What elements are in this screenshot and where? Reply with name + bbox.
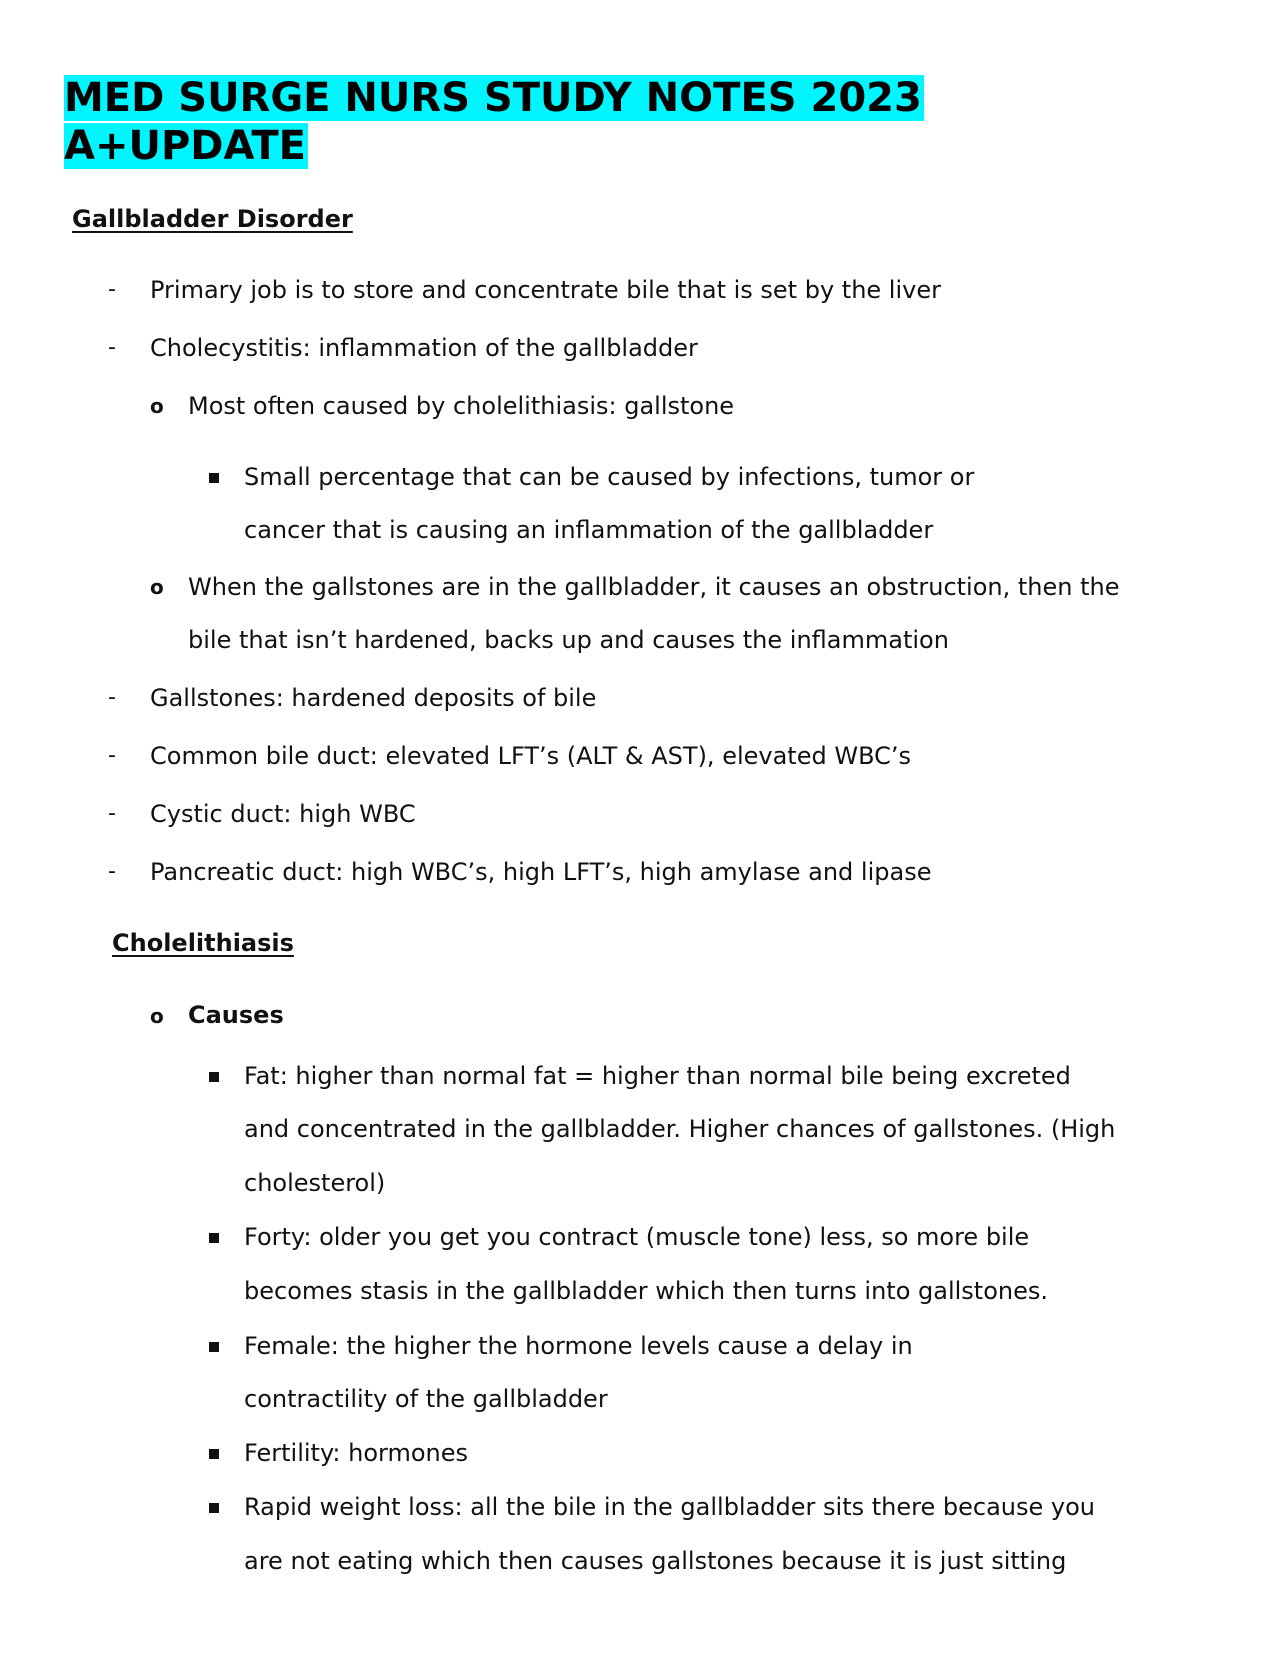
list-item: Fat: higher than normal fat = higher than normal bile being excreted bbox=[244, 1062, 1071, 1090]
square-bullet bbox=[209, 473, 219, 483]
circle-bullet: o bbox=[150, 1004, 164, 1028]
document-title bbox=[64, 74, 1164, 170]
dash-bullet: - bbox=[108, 277, 116, 302]
list-item: Forty: older you get you contract (muscle tone) less, so more bile bbox=[244, 1223, 1030, 1251]
list-item: Common bile duct: elevated LFT’s (ALT & AST), elevated WBC’s bbox=[150, 742, 912, 770]
list-item-continuation: and concentrated in the gallbladder. Higher chances of gallstones. (High bbox=[244, 1115, 1116, 1143]
square-bullet bbox=[209, 1503, 219, 1513]
list-item-continuation: are not eating which then causes gallstones because it is just sitting bbox=[244, 1547, 1067, 1575]
dash-bullet: - bbox=[108, 801, 116, 826]
list-item: Rapid weight loss: all the bile in the gallbladder sits there because you bbox=[244, 1493, 1095, 1521]
list-item: Most often caused by cholelithiasis: gallstone bbox=[188, 392, 735, 420]
square-bullet bbox=[209, 1072, 219, 1082]
circle-bullet: o bbox=[150, 575, 164, 599]
list-item: Female: the higher the hormone levels cause a delay in bbox=[244, 1332, 913, 1360]
list-item: Primary job is to store and concentrate bile that is set by the liver bbox=[150, 276, 941, 304]
section-heading-cholelithiasis: Cholelithiasis bbox=[112, 929, 294, 957]
dash-bullet: - bbox=[108, 335, 116, 360]
dash-bullet: - bbox=[108, 743, 116, 768]
section-heading-gallbladder-disorder: Gallbladder Disorder bbox=[72, 205, 353, 233]
list-item: Pancreatic duct: high WBC’s, high LFT’s, high amylase and lipase bbox=[150, 858, 932, 886]
list-item-continuation: cancer that is causing an inflammation of the gallbladder bbox=[244, 516, 934, 544]
list-item-continuation: contractility of the gallbladder bbox=[244, 1385, 608, 1413]
square-bullet bbox=[209, 1342, 219, 1352]
list-item: Gallstones: hardened deposits of bile bbox=[150, 684, 597, 712]
square-bullet bbox=[209, 1449, 219, 1459]
list-item: Cystic duct: high WBC bbox=[150, 800, 416, 828]
list-item: Cholecystitis: inflammation of the gallbladder bbox=[150, 334, 698, 362]
list-item: Fertility: hormones bbox=[244, 1439, 469, 1467]
list-item: When the gallstones are in the gallbladder, it causes an obstruction, then the bbox=[188, 573, 1120, 601]
list-item: Small percentage that can be caused by infections, tumor or bbox=[244, 463, 975, 491]
dash-bullet: - bbox=[108, 859, 116, 884]
list-item-continuation: cholesterol) bbox=[244, 1169, 386, 1197]
dash-bullet: - bbox=[108, 685, 116, 710]
circle-bullet: o bbox=[150, 394, 164, 418]
list-item-continuation: bile that isn’t hardened, backs up and causes the inflammation bbox=[188, 626, 949, 654]
title-line-2: A+UPDATE bbox=[64, 123, 306, 169]
list-item-continuation: becomes stasis in the gallbladder which then turns into gallstones. bbox=[244, 1277, 1048, 1305]
subheading-causes: Causes bbox=[188, 1001, 284, 1029]
title-line-1: MED SURGE NURS STUDY NOTES 2023 bbox=[64, 75, 922, 121]
square-bullet bbox=[209, 1233, 219, 1243]
